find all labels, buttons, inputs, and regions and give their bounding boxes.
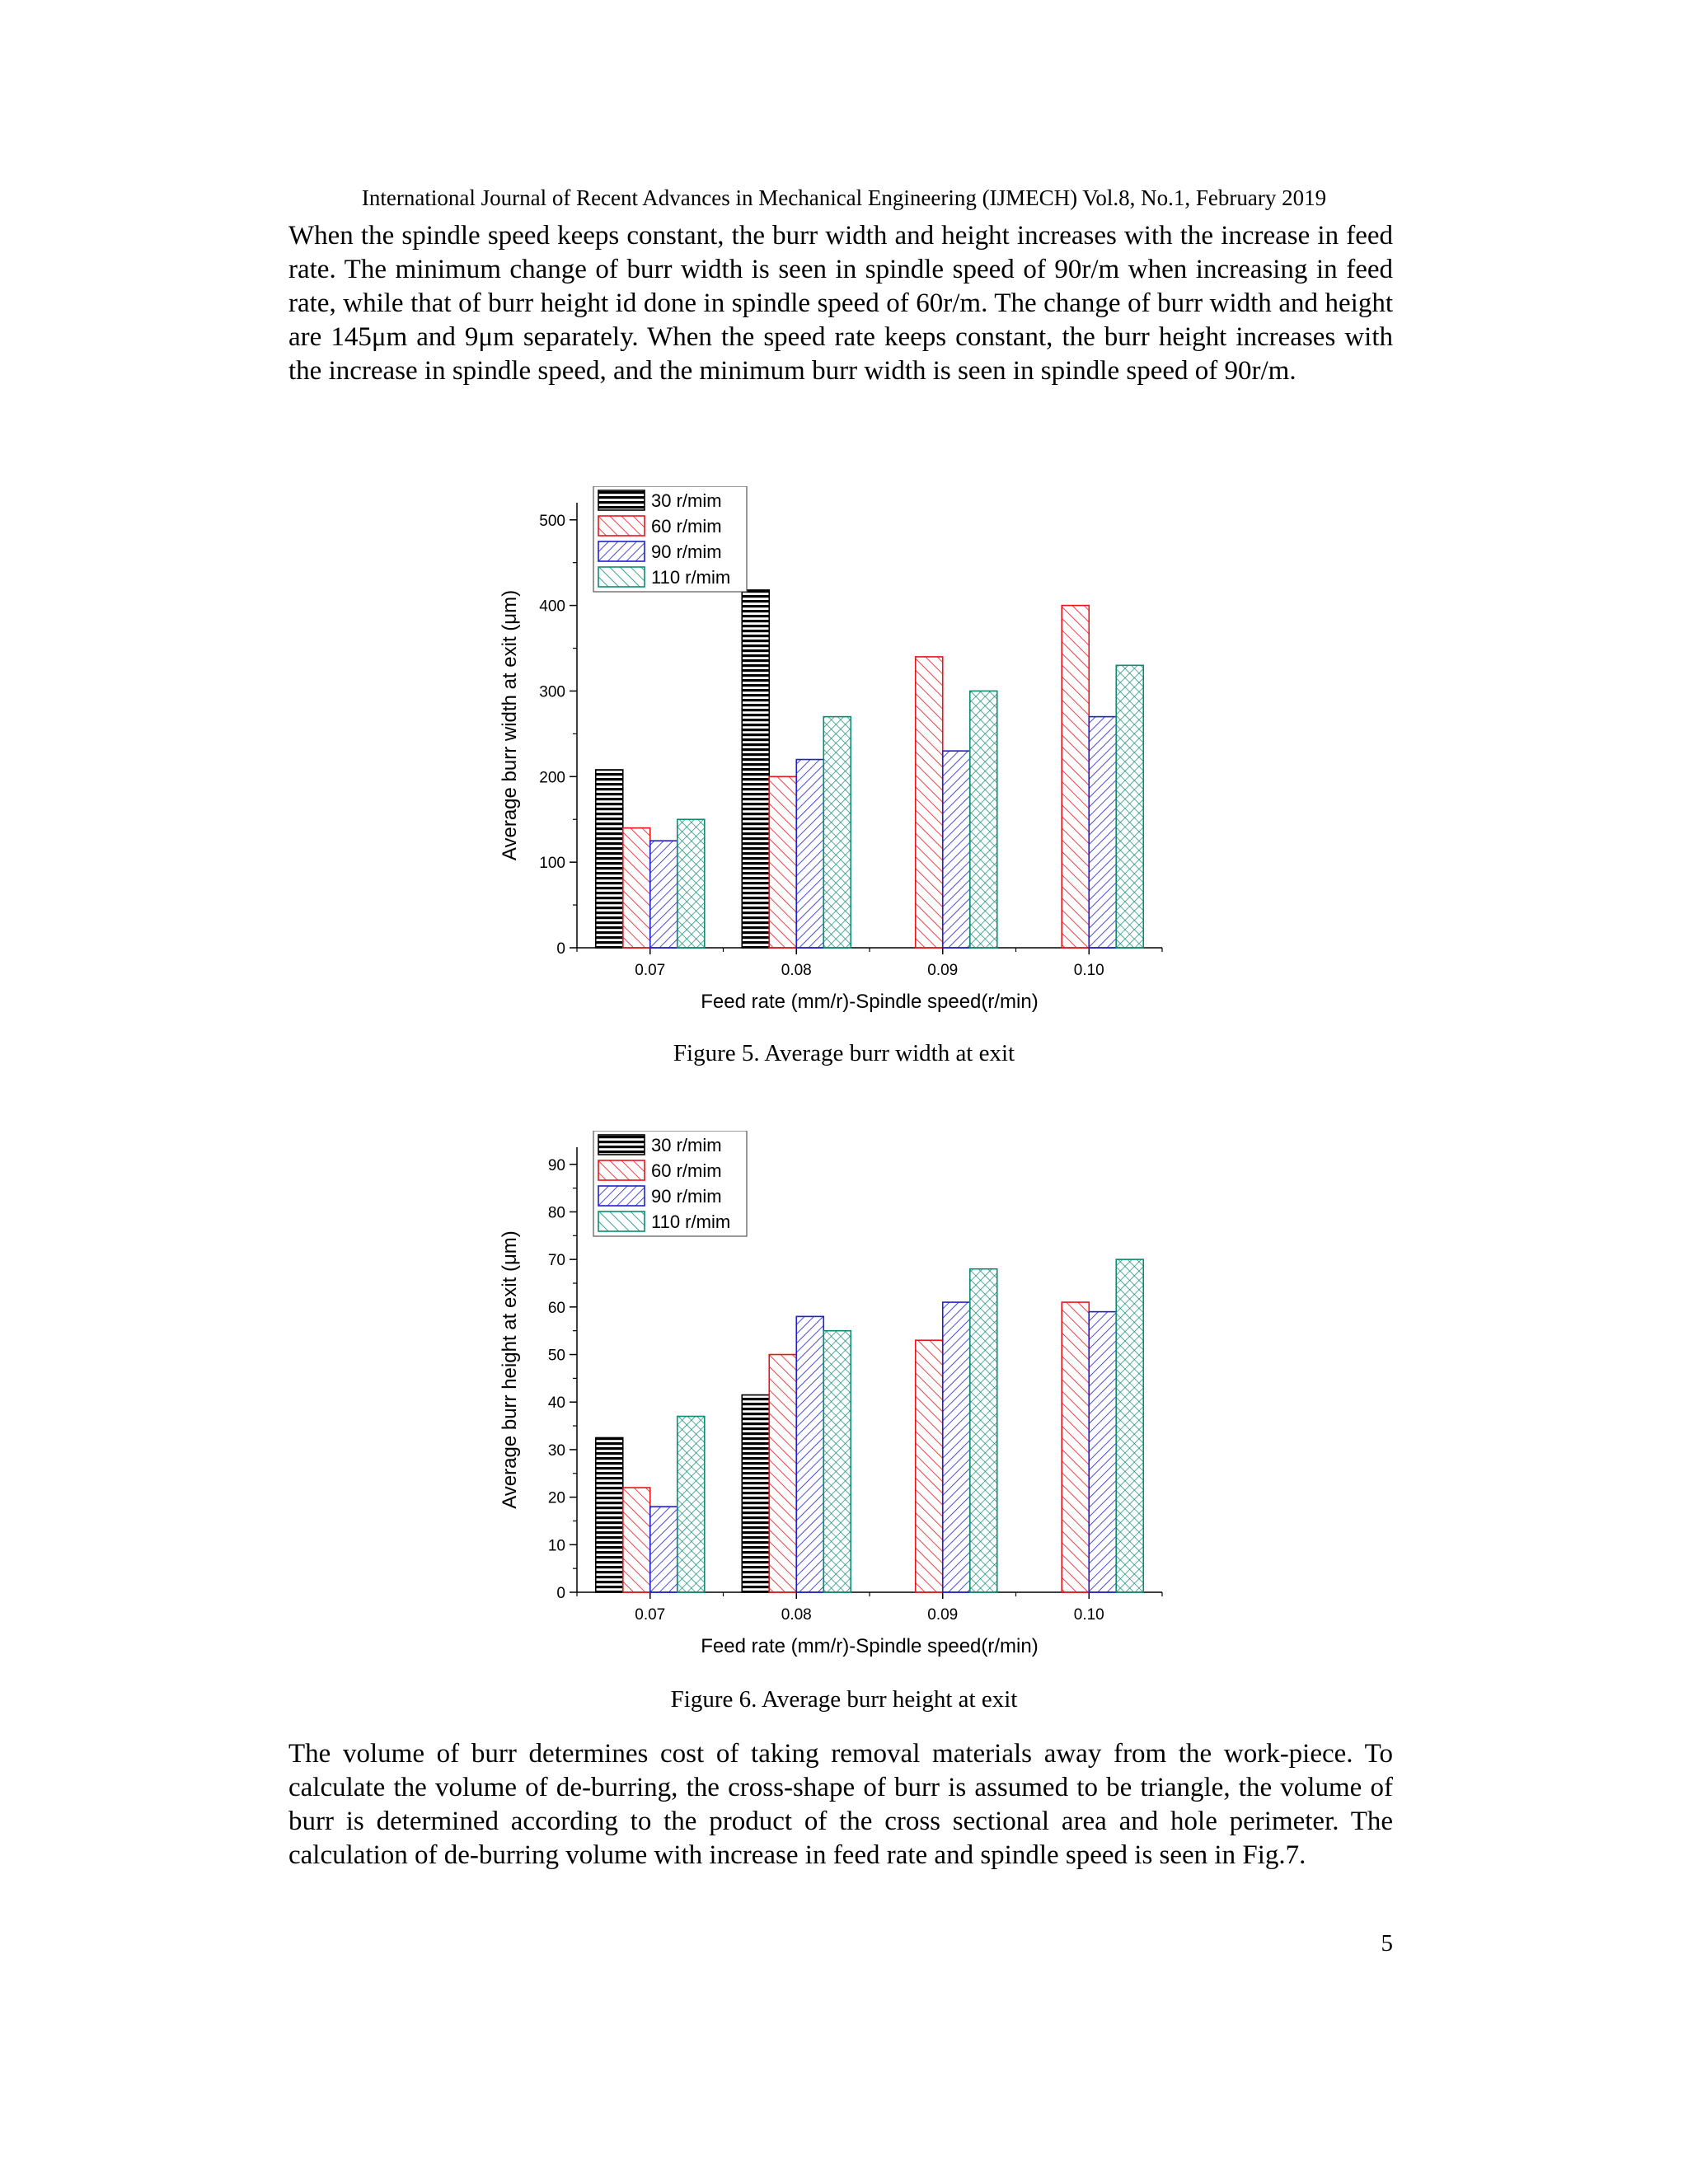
x-tick-label: 0.09: [927, 962, 959, 979]
x-axis-label: Feed rate (mm/r)-Spindle speed(r/min): [701, 991, 1039, 1013]
y-tick-label: 20: [547, 1489, 565, 1507]
y-tick-label: 90: [547, 1156, 565, 1174]
legend-swatch-60-r-mim: [598, 1160, 645, 1180]
bar-30-r-mim-0-07: [596, 770, 623, 948]
x-tick-label: 0.10: [1073, 962, 1104, 979]
legend-label-110-r-mim: 110 r/mim: [651, 1212, 731, 1232]
bar-60-r-mim-0-09: [916, 657, 943, 948]
bar-110-r-mim-0-08: [823, 1331, 851, 1592]
bar-110-r-mim-0-07: [678, 1417, 705, 1592]
bar-90-r-mim-0-09: [943, 751, 970, 948]
y-tick-label: 0: [556, 940, 565, 958]
figure-6-caption: Figure 6. Average burr height at exit: [670, 1686, 1018, 1713]
legend-label-90-r-mim: 90 r/mim: [651, 541, 722, 562]
legend-swatch-90-r-mim: [598, 541, 645, 561]
paragraph-text: When the spindle speed keeps constant, the burr width and height increases with the increase in feed rate. The minimum change of burr width is seen in spindle speed of 90r/m when increasing in feed rate, while that of burr height id done in spindle speed of 60r/m. The change of burr width and height are 145μm and 9μm separately. When the speed rate keeps constant, the burr height increases with the increase in spindle speed, and the minimum burr width is seen in spindle speed of 90r/m.: [288, 221, 1393, 386]
paragraph-text: The volume of burr determines cost of taking removal materials away from the work-piece. To calculate the volume of de-burring, the cross-shape of burr is assumed to be triangle, the volume of burr is determined according to the product of the cross sectional area and hole perimeter. The calculation of de-burring volume with increase in feed rate and spindle speed is seen in Fig.7.: [288, 1739, 1393, 1870]
legend-swatch-30-r-mim: [598, 1135, 645, 1155]
bar-110-r-mim-0-09: [970, 1269, 997, 1592]
y-tick-label: 70: [547, 1252, 565, 1270]
y-tick-label: 300: [539, 683, 565, 701]
journal-header: International Journal of Recent Advances in Mechanical Engineering (IJMECH) Vol.8, No.1, February 2019: [361, 185, 1327, 210]
figure-5-caption: Figure 5. Average burr width at exit: [673, 1040, 1015, 1066]
bar-90-r-mim-0-10: [1089, 717, 1116, 948]
bar-60-r-mim-0-07: [623, 1488, 650, 1592]
y-axis-label: Average burr width at exit (μm): [499, 589, 521, 861]
chart-legend: [593, 1131, 747, 1236]
legend-label-30-r-mim: 30 r/mim: [651, 490, 722, 511]
bar-60-r-mim-0-09: [916, 1340, 943, 1592]
y-tick-label: 400: [539, 598, 565, 616]
page-number: 5: [1381, 1930, 1393, 1957]
burr-width-bar-chart: [486, 486, 1170, 1014]
bar-60-r-mim-0-08: [769, 1355, 796, 1592]
burr-height-bar-chart: [486, 1131, 1170, 1658]
x-axis-label: Feed rate (mm/r)-Spindle speed(r/min): [701, 1635, 1039, 1657]
bar-90-r-mim-0-09: [943, 1302, 970, 1592]
y-tick-label: 100: [539, 855, 565, 873]
bar-90-r-mim-0-08: [796, 1316, 823, 1592]
y-tick-label: 80: [547, 1204, 565, 1222]
bar-110-r-mim-0-07: [678, 819, 705, 948]
bar-60-r-mim-0-07: [623, 828, 650, 948]
y-tick-label: 200: [539, 769, 565, 787]
y-tick-label: 30: [547, 1441, 565, 1460]
figure-6-chart: [486, 1131, 1170, 1658]
legend-swatch-90-r-mim: [598, 1186, 645, 1206]
bar-60-r-mim-0-10: [1062, 1302, 1089, 1592]
legend-label-60-r-mim: 60 r/mim: [651, 516, 722, 537]
bar-30-r-mim-0-08: [742, 590, 769, 948]
chart-legend: [593, 486, 747, 592]
x-tick-label: 0.07: [635, 962, 666, 979]
y-axis-label: Average burr height at exit (μm): [499, 1230, 521, 1509]
x-tick-label: 0.10: [1073, 1606, 1104, 1624]
legend-label-60-r-mim: 60 r/mim: [651, 1160, 722, 1181]
y-tick-label: 10: [547, 1537, 565, 1555]
bar-110-r-mim-0-10: [1116, 665, 1143, 948]
y-tick-label: 50: [547, 1347, 565, 1365]
x-tick-label: 0.08: [781, 1606, 812, 1624]
figure-5-chart: [486, 486, 1170, 1014]
bar-110-r-mim-0-08: [823, 717, 851, 948]
bar-30-r-mim-0-07: [596, 1438, 623, 1593]
bar-90-r-mim-0-07: [650, 841, 678, 948]
y-tick-label: 500: [539, 512, 565, 530]
legend-label-110-r-mim: 110 r/mim: [651, 567, 731, 588]
legend-swatch-110-r-mim: [598, 1212, 645, 1231]
bar-60-r-mim-0-10: [1062, 606, 1089, 948]
y-tick-label: 60: [547, 1299, 565, 1317]
bar-60-r-mim-0-08: [769, 776, 796, 948]
bar-90-r-mim-0-07: [650, 1507, 678, 1592]
y-tick-label: 40: [547, 1394, 565, 1413]
legend-swatch-60-r-mim: [598, 516, 645, 536]
x-tick-label: 0.09: [927, 1606, 959, 1624]
bar-30-r-mim-0-08: [742, 1395, 769, 1592]
x-tick-label: 0.08: [781, 962, 812, 979]
paragraph-burr-trends: [288, 219, 1393, 388]
bar-90-r-mim-0-10: [1089, 1312, 1116, 1592]
bar-110-r-mim-0-10: [1116, 1259, 1143, 1592]
bar-90-r-mim-0-08: [796, 760, 823, 948]
legend-label-30-r-mim: 30 r/mim: [651, 1135, 722, 1155]
bar-110-r-mim-0-09: [970, 691, 997, 948]
legend-swatch-30-r-mim: [598, 490, 645, 510]
legend-swatch-110-r-mim: [598, 567, 645, 587]
x-tick-label: 0.07: [635, 1606, 666, 1624]
y-tick-label: 0: [556, 1585, 565, 1602]
paragraph-burr-volume: [288, 1737, 1393, 1872]
legend-label-90-r-mim: 90 r/mim: [651, 1186, 722, 1207]
